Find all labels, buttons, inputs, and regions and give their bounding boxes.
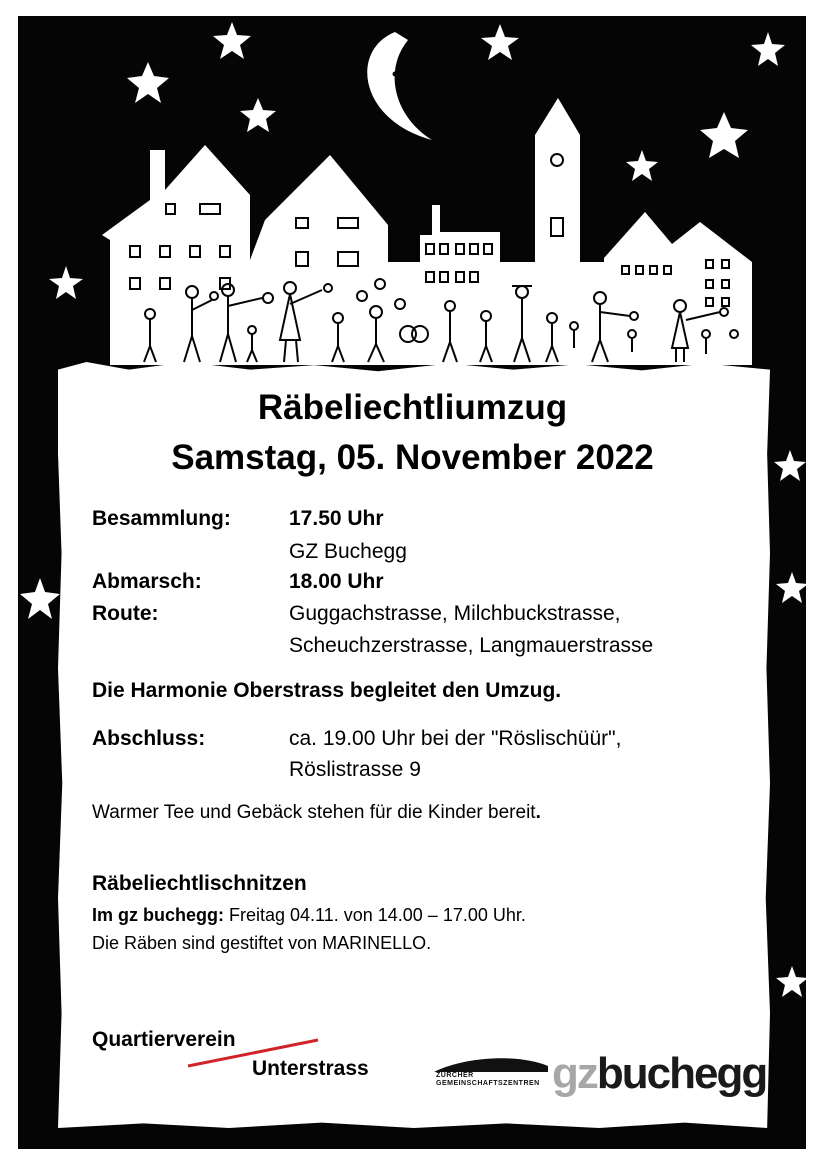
zgz-line-2: GEMEINSCHAFTSZENTREN bbox=[436, 1080, 540, 1087]
star-icon bbox=[240, 98, 276, 132]
abschluss-label: Abschluss: bbox=[92, 727, 206, 750]
moon-icon bbox=[367, 32, 432, 140]
buchegg-logo-part: buchegg bbox=[596, 1049, 767, 1098]
route-line-1: Guggachstrasse, Milchbuckstrasse, bbox=[289, 602, 621, 625]
star-icon bbox=[213, 22, 251, 59]
tee-note-text: Warmer Tee und Gebäck stehen für die Kinder bereit bbox=[92, 802, 536, 823]
schnitzen-date: Freitag 04.11. von 14.00 – 17.00 Uhr. bbox=[224, 905, 526, 925]
star-icon bbox=[20, 578, 60, 619]
besammlung-time: 17.50 Uhr bbox=[289, 507, 384, 530]
star-icon bbox=[481, 24, 519, 60]
event-title: Räbeliechtliumzug bbox=[257, 388, 568, 427]
harmonie-note: Die Harmonie Oberstrass begleitet den Umzug. bbox=[92, 679, 562, 702]
star-icon bbox=[626, 150, 658, 181]
quartierverein-line-2: Unterstrass bbox=[252, 1057, 369, 1080]
sponsor-note: Die Räben sind gestiftet von MARINELLO. bbox=[92, 933, 432, 953]
star-icon bbox=[751, 32, 785, 66]
abschluss-line-2: Röslistrasse 9 bbox=[289, 758, 421, 781]
schnitzen-where-label: Im gz buchegg: bbox=[92, 905, 224, 925]
tee-note bbox=[92, 802, 541, 824]
tee-note-period: . bbox=[535, 802, 541, 823]
star-icon bbox=[776, 966, 808, 997]
zgz-label bbox=[436, 1072, 540, 1088]
star-icon bbox=[776, 572, 808, 603]
schnitzen-heading: Räbeliechtlischnitzen bbox=[92, 872, 307, 895]
star-icon bbox=[700, 112, 748, 158]
route-label: Route: bbox=[92, 602, 159, 625]
abmarsch-time: 18.00 Uhr bbox=[289, 570, 384, 593]
star-icon bbox=[127, 62, 169, 103]
zgz-line-1: ZÜRCHER bbox=[436, 1072, 474, 1079]
quartierverein-line-1: Quartierverein bbox=[92, 1028, 236, 1051]
besammlung-place: GZ Buchegg bbox=[289, 540, 407, 563]
abschluss-line-1: ca. 19.00 Uhr bei der "Röslischüür", bbox=[289, 727, 622, 750]
gz-swoosh-logo bbox=[434, 1058, 548, 1072]
gz-logo-part: gz bbox=[552, 1049, 597, 1098]
route-line-2: Scheuchzerstrasse, Langmauerstrasse bbox=[289, 634, 654, 657]
event-date: Samstag, 05. November 2022 bbox=[171, 438, 654, 477]
gz-buchegg-logo bbox=[552, 1049, 767, 1098]
besammlung-label: Besammlung: bbox=[92, 507, 231, 530]
star-icon bbox=[49, 266, 83, 299]
schnitzen-when bbox=[92, 905, 526, 926]
abmarsch-label: Abmarsch: bbox=[92, 570, 202, 593]
